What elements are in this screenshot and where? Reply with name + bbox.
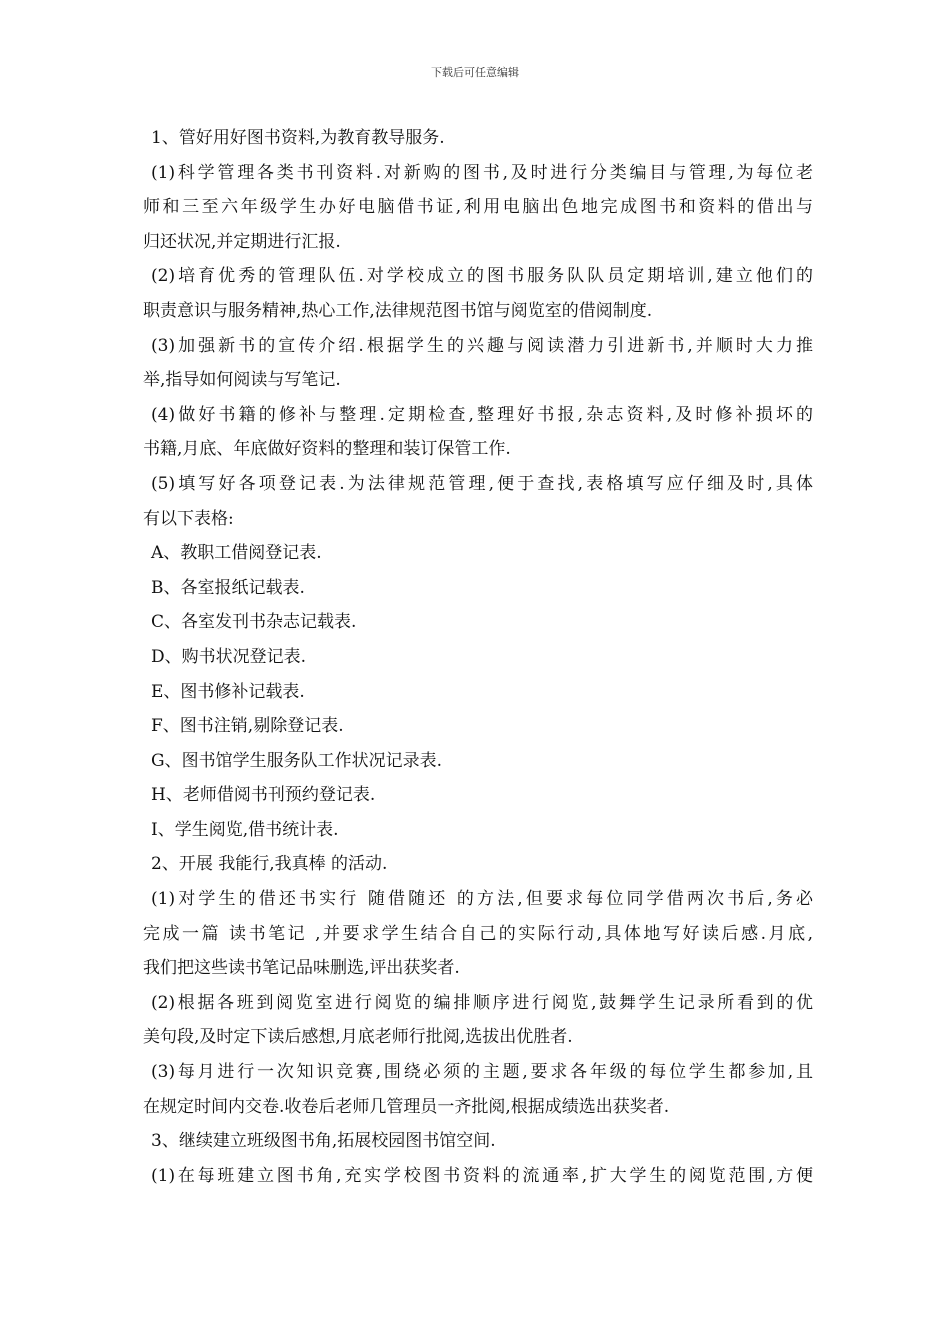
text-line: (2)培育优秀的管理队伍.对学校成立的图书服务队队员定期培训,建立他们的 <box>151 266 813 287</box>
text-line: (4)做好书籍的修补与整理.定期检查,整理好书报,杂志资料,及时修补损坏的 <box>151 404 813 425</box>
text-line: I、学生阅览,借书统计表. <box>151 819 339 840</box>
text-line: C、各室发刊书杂志记载表. <box>151 612 357 633</box>
text-line: (1)对学生的借还书实行 随借随还 的方法,但要求每位同学借两次书后,务必 <box>151 889 813 910</box>
text-line: A、教职工借阅登记表. <box>151 543 322 564</box>
text-line: 归还状况,并定期进行汇报. <box>143 231 341 252</box>
text-line: 美句段,及时定下读后感想,月底老师行批阅,选拔出优胜者. <box>143 1027 573 1048</box>
text-line: (5)填写好各项登记表.为法律规范管理,便于查找,表格填写应仔细及时,具体 <box>151 473 813 494</box>
text-line: F、图书注销,剔除登记表. <box>151 716 344 737</box>
text-line: 书籍,月底、年底做好资料的整理和装订保管工作. <box>143 439 511 460</box>
text-line: (2)根据各班到阅览室进行阅览的编排顺序进行阅览,鼓舞学生记录所看到的优 <box>151 992 813 1013</box>
text-line: (3)加强新书的宣传介绍.根据学生的兴趣与阅读潜力引进新书,并顺时大力推 <box>151 335 813 356</box>
text-line: B、各室报纸记载表. <box>151 577 305 598</box>
text-line: 在规定时间内交卷.收卷后老师几管理员一齐批阅,根据成绩选出获奖者. <box>143 1096 670 1117</box>
text-line: H、老师借阅书刊预约登记表. <box>151 785 376 806</box>
text-line: G、图书馆学生服务队工作状况记录表. <box>151 750 442 771</box>
text-line: 我们把这些读书笔记品味删选,评出获奖者. <box>143 958 460 979</box>
text-line: 有以下表格: <box>143 508 234 529</box>
text-line: E、图书修补记载表. <box>151 681 305 702</box>
page-header: 下载后可任意编辑 <box>431 66 519 79</box>
text-line: (3)每月进行一次知识竞赛,围绕必须的主题,要求各年级的每位学生都参加,且 <box>151 1062 813 1083</box>
text-line: 2、开展 我能行,我真棒 的活动. <box>151 854 388 875</box>
text-line: (1)科学管理各类书刊资料.对新购的图书,及时进行分类编目与管理,为每位老 <box>151 162 813 183</box>
text-line: 1、管好用好图书资料,为教育教导服务. <box>151 128 445 148</box>
text-line: D、购书状况登记表. <box>151 646 307 667</box>
text-line: 职责意识与服务精神,热心工作,法律规范图书馆与阅览室的借阅制度. <box>143 300 653 321</box>
text-line: 完成一篇 读书笔记 ,并要求学生结合自己的实际行动,具体地写好读后感.月底, <box>143 923 813 944</box>
document-body <box>143 121 813 1193</box>
text-line: 师和三至六年级学生办好电脑借书证,利用电脑出色地完成图书和资料的借出与 <box>143 197 813 218</box>
text-line: 举,指导如何阅读与写笔记. <box>143 370 341 391</box>
text-line: (1)在每班建立图书角,充实学校图书资料的流通率,扩大学生的阅览范围,方便 <box>151 1165 813 1186</box>
text-line: 3、继续建立班级图书角,拓展校园图书馆空间. <box>151 1131 496 1152</box>
